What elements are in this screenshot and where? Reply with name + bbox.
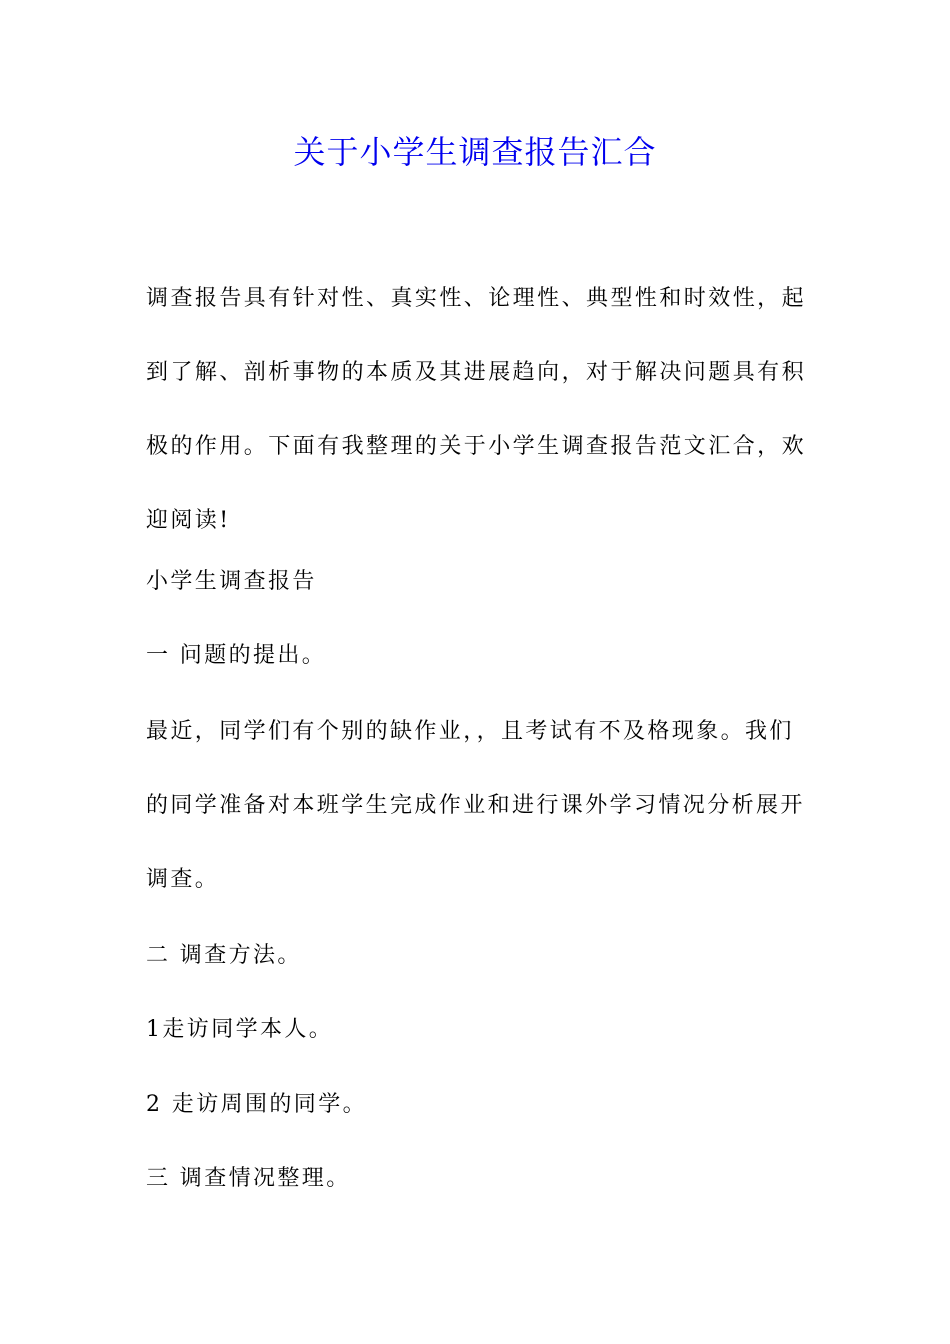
section-heading: 小学生调查报告	[146, 569, 317, 594]
item-3-heading: 三 调查情况整理。	[146, 1166, 351, 1191]
item-1-heading: 一 问题的提出。	[146, 643, 327, 668]
method-item-2: 2 走访周围的同学。	[146, 1092, 367, 1117]
item-2-heading: 二 调查方法。	[146, 943, 302, 968]
method-item-1: 1走访同学本人。	[146, 1017, 334, 1042]
item-1-body: 最近，同学们有个别的缺作业，，且考试有不及格现象。我们的同学准备对本班学生完成作业和进行课外学习情况分析展开调查。	[146, 719, 805, 892]
intro-paragraph: 调查报告具有针对性、真实性、论理性、典型性和时效性，起到了解、剖析事物的本质及其进展趋向，对于解决问题具有积极的作用。下面有我整理的关于小学生调查报告范文汇合，欢迎阅读!	[146, 286, 806, 533]
document-title: 关于小学生调查报告汇合	[293, 133, 657, 171]
